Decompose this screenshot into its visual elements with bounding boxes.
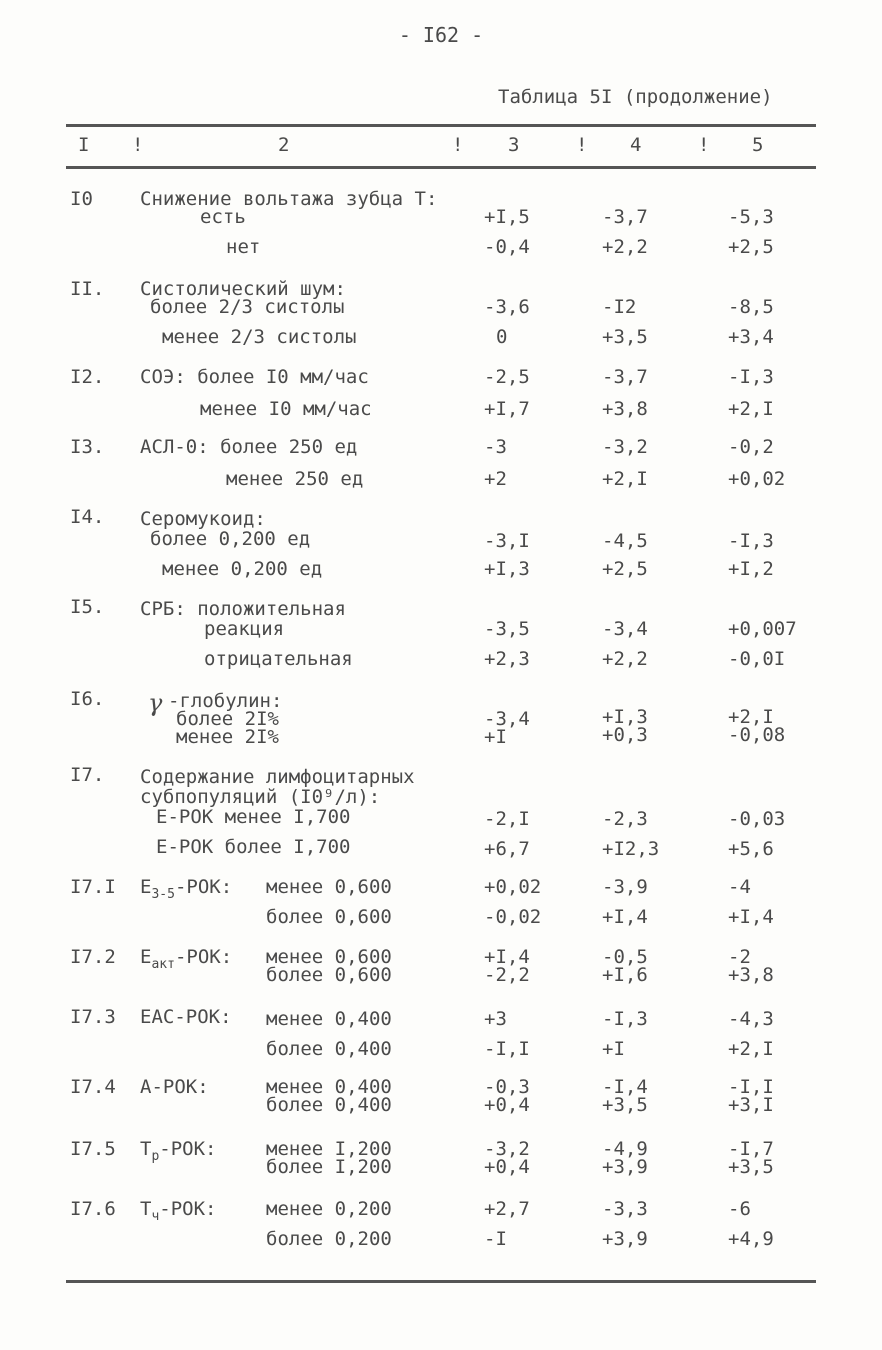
value-col-4: +2,2: [602, 236, 648, 258]
row-label: более 0,200 ед: [150, 528, 311, 550]
table-caption: Таблица 5I (продолжение): [498, 86, 773, 108]
value-col-5: +4,9: [728, 1228, 774, 1250]
row-number: I7.3: [70, 1006, 116, 1028]
header-col-5: 5: [752, 134, 764, 156]
row-number: I7.4: [70, 1076, 116, 1098]
value-col-5: +2,5: [728, 236, 774, 258]
value-col-3: +2,7: [484, 1198, 530, 1220]
value-col-3: +I,3: [484, 558, 530, 580]
header-separator: !: [698, 134, 710, 156]
gamma-symbol: γ: [148, 689, 163, 717]
value-col-5: -I,7: [728, 1138, 774, 1160]
value-col-5: +0,007: [728, 618, 797, 640]
header-separator: !: [132, 134, 144, 156]
row-title: Систолический шум:: [140, 278, 346, 300]
row-label: менее 0,400: [266, 1076, 392, 1098]
row-name: А-РОК:: [140, 1076, 209, 1098]
value-col-5: -I,3: [728, 366, 774, 388]
value-col-4: -2,3: [602, 808, 648, 830]
value-col-3: +0,4: [484, 1156, 530, 1178]
value-col-4: -3,7: [602, 206, 648, 228]
row-number: I6.: [70, 688, 105, 710]
value-col-4: +2,I: [602, 468, 648, 490]
row-label: Е-РОК более I,700: [156, 836, 351, 858]
value-col-5: -2: [728, 946, 751, 968]
row-label: менее 0,200 ед: [162, 558, 323, 580]
value-col-5: -5,3: [728, 206, 774, 228]
header-separator: !: [452, 134, 464, 156]
row-title-continued: реакция: [204, 618, 285, 640]
value-col-5: -4: [728, 876, 751, 898]
row-label: менее I,200: [266, 1138, 392, 1160]
row-number: I7.I: [70, 876, 116, 898]
header-col-2: 2: [278, 134, 290, 156]
value-col-3: +0,4: [484, 1094, 530, 1116]
value-col-5: -0,2: [728, 436, 774, 458]
value-col-5: +2,I: [728, 706, 774, 728]
row-title: СРБ: положительная: [140, 598, 346, 620]
value-col-3: +I,4: [484, 946, 530, 968]
value-col-5: +3,4: [728, 326, 774, 348]
value-col-4: +I: [602, 1038, 625, 1060]
row-name: $Т_р$-РОК:: [140, 1138, 217, 1164]
value-col-4: -3,2: [602, 436, 648, 458]
value-col-4: +3,8: [602, 398, 648, 420]
row-number: II.: [70, 278, 105, 300]
row-label: более 0,400: [266, 1038, 392, 1060]
value-col-3: -3,2: [484, 1138, 530, 1160]
value-col-4: -0,5: [602, 946, 648, 968]
value-col-4: -3,9: [602, 876, 648, 898]
row-label: нет: [226, 236, 261, 258]
value-col-3: -3,I: [484, 530, 530, 552]
value-col-3: +I: [484, 726, 507, 748]
row-label: менее I0 мм/час: [200, 398, 372, 420]
value-col-3: -I: [484, 1228, 507, 1250]
value-col-4: -3,3: [602, 1198, 648, 1220]
row-title: -глобулин:: [168, 690, 283, 712]
value-col-5: +2,I: [728, 398, 774, 420]
value-col-5: +2,I: [728, 1038, 774, 1060]
row-label: более 0,600: [266, 964, 392, 986]
value-col-3: +2,3: [484, 648, 530, 670]
row-label: более I,200: [266, 1156, 392, 1178]
row-label: менее 2I%: [176, 726, 279, 748]
value-col-3: -I,I: [484, 1038, 530, 1060]
value-col-4: +I2,3: [602, 838, 660, 860]
value-col-5: +I,2: [728, 558, 774, 580]
value-col-5: +3,I: [728, 1094, 774, 1116]
row-name: $Е_{3-5}$-РОК:: [140, 876, 233, 902]
row-title-continued: субпопуляций (I0⁹/л):: [140, 786, 381, 808]
row-number: I3.: [70, 436, 105, 458]
value-col-5: -0,0I: [728, 648, 786, 670]
value-col-4: -4,5: [602, 530, 648, 552]
row-label: более 0,200: [266, 1228, 392, 1250]
value-col-4: +2,2: [602, 648, 648, 670]
row-label: менее 0,200: [266, 1198, 392, 1220]
value-col-4: -I2: [602, 296, 637, 318]
page-number: - I62 -: [398, 23, 484, 47]
value-col-3: +I,5: [484, 206, 530, 228]
value-col-5: -4,3: [728, 1008, 774, 1030]
row-label: более 0,400: [266, 1094, 392, 1116]
value-col-3: +I,7: [484, 398, 530, 420]
row-number: I0: [70, 188, 93, 210]
row-label: менее 250 ед: [226, 468, 364, 490]
table-top-rule: [66, 124, 816, 127]
header-separator: !: [576, 134, 588, 156]
value-col-4: +I,6: [602, 964, 648, 986]
value-col-5: -6: [728, 1198, 751, 1220]
value-col-4: -3,7: [602, 366, 648, 388]
row-label: более 0,600: [266, 906, 392, 928]
header-col-3: 3: [508, 134, 520, 156]
value-col-5: -I,I: [728, 1076, 774, 1098]
value-col-4: +3,9: [602, 1156, 648, 1178]
row-label: Е-РОК менее I,700: [156, 806, 351, 828]
row-label: есть: [200, 206, 246, 228]
value-col-4: +0,3: [602, 724, 648, 746]
row-number: I5.: [70, 596, 105, 618]
row-label: СОЭ: более I0 мм/час: [140, 366, 369, 388]
value-col-4: -4,9: [602, 1138, 648, 1160]
row-number: I2.: [70, 366, 105, 388]
value-col-4: -I,4: [602, 1076, 648, 1098]
value-col-3: -3: [484, 436, 507, 458]
row-name: ЕАС-РОК:: [140, 1006, 232, 1028]
row-title: Снижение вольтажа зубца Т:: [140, 188, 438, 210]
value-col-3: -3,5: [484, 618, 530, 640]
value-col-5: +3,5: [728, 1156, 774, 1178]
row-label: более 2/3 систолы: [150, 296, 345, 318]
value-col-3: -2,I: [484, 808, 530, 830]
row-title: Содержание лимфоцитарных: [140, 766, 415, 788]
header-col-4: 4: [630, 134, 642, 156]
value-col-5: +I,4: [728, 906, 774, 928]
value-col-5: +5,6: [728, 838, 774, 860]
value-col-3: -3,4: [484, 708, 530, 730]
value-col-4: +I,3: [602, 706, 648, 728]
value-col-5: +0,02: [728, 468, 786, 490]
row-label: менее 2/3 систолы: [162, 326, 357, 348]
value-col-3: -0,3: [484, 1076, 530, 1098]
value-col-5: -8,5: [728, 296, 774, 318]
value-col-3: -3,6: [484, 296, 530, 318]
row-label: АСЛ-0: более 250 ед: [140, 436, 358, 458]
value-col-3: -0,4: [484, 236, 530, 258]
row-label: более 2I%: [176, 708, 279, 730]
value-col-4: +2,5: [602, 558, 648, 580]
value-col-3: +0,02: [484, 876, 542, 898]
row-label: менее 0,400: [266, 1008, 392, 1030]
row-number: I7.2: [70, 946, 116, 968]
value-col-4: -I,3: [602, 1008, 648, 1030]
value-col-3: +3: [484, 1008, 507, 1030]
value-col-4: +I,4: [602, 906, 648, 928]
row-number: I7.6: [70, 1198, 116, 1220]
value-col-3: -2,5: [484, 366, 530, 388]
header-col-1: I: [78, 134, 90, 156]
value-col-3: +6,7: [484, 838, 530, 860]
value-col-5: -0,03: [728, 808, 786, 830]
value-col-5: -I,3: [728, 530, 774, 552]
value-col-3: 0: [496, 326, 508, 348]
row-name: $Т_ч$-РОК:: [140, 1198, 217, 1224]
value-col-4: +3,5: [602, 326, 648, 348]
table-bottom-rule: [66, 1280, 816, 1283]
row-number: I4.: [70, 506, 105, 528]
row-number: I7.5: [70, 1138, 116, 1160]
value-col-3: -0,02: [484, 906, 542, 928]
row-label: менее 0,600: [266, 946, 392, 968]
row-name: $Е_{акт}$-РОК:: [140, 946, 233, 972]
value-col-4: -3,4: [602, 618, 648, 640]
row-number: I7.: [70, 764, 105, 786]
row-label: отрицательная: [204, 648, 353, 670]
row-title: Серомукоид:: [140, 508, 266, 530]
value-col-4: +3,5: [602, 1094, 648, 1116]
value-col-4: +3,9: [602, 1228, 648, 1250]
value-col-5: -0,08: [728, 724, 786, 746]
header-bottom-rule: [66, 166, 816, 169]
value-col-3: -2,2: [484, 964, 530, 986]
row-label: менее 0,600: [266, 876, 392, 898]
value-col-3: +2: [484, 468, 507, 490]
value-col-5: +3,8: [728, 964, 774, 986]
